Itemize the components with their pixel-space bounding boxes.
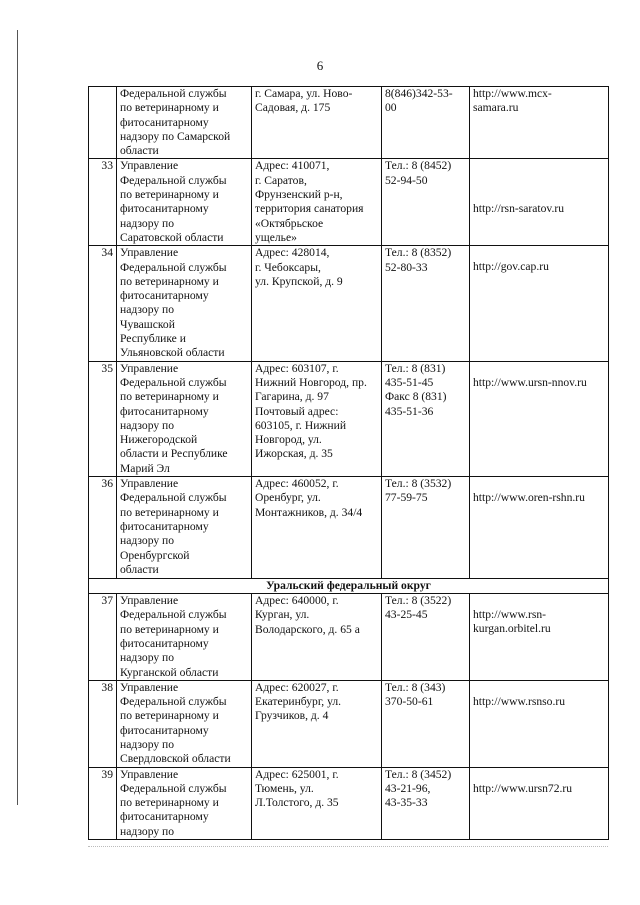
table-row: [89, 246, 609, 361]
agency-phone: Тел.: 8 (3532) 77-59-75: [382, 477, 470, 579]
agency-name: Управление Федеральной службы по ветеринарному и фитосанитарному надзору по Оренбургской области: [117, 477, 252, 579]
page-number: 6: [316, 58, 324, 73]
table-row: [89, 594, 609, 681]
agency-address: Адрес: 428014, г. Чебоксары, ул. Крупской, д. 9: [252, 246, 382, 361]
agency-phone: Тел.: 8 (343) 370-50-61: [382, 680, 470, 767]
table-row: [89, 87, 609, 159]
binding-margin-line: [17, 30, 18, 805]
scan-noise-divider: [88, 846, 608, 849]
agency-website-link[interactable]: http://www.ursn-nnov.ru: [470, 361, 609, 476]
agency-phone: Тел.: 8 (831) 435-51-45 Факс 8 (831) 435-51-36: [382, 361, 470, 476]
agency-phone: Тел.: 8 (3522) 43-25-45: [382, 594, 470, 681]
agency-address: Адрес: 410071, г. Саратов, Фрунзенский р-н, территория санатория «Октябрьское ущелье»: [252, 159, 382, 246]
table-row: [89, 477, 609, 579]
row-number: 36: [89, 477, 117, 579]
table-row: [89, 361, 609, 476]
agency-phone: Тел.: 8 (8352) 52-80-33: [382, 246, 470, 361]
row-number: 34: [89, 246, 117, 361]
agency-website-link[interactable]: http://www.rsn- kurgan.orbitel.ru: [470, 594, 609, 681]
agency-website-link[interactable]: http://gov.cap.ru: [470, 246, 609, 361]
section-title-urals: Уральский федеральный округ: [89, 579, 609, 594]
agency-address: Адрес: 460052, г. Оренбург, ул. Монтажников, д. 34/4: [252, 477, 382, 579]
agency-address: г. Самара, ул. Ново- Садовая, д. 175: [252, 87, 382, 159]
row-number: 39: [89, 767, 117, 839]
agency-name: Управление Федеральной службы по ветеринарному и фитосанитарному надзору по Саратовской области: [117, 159, 252, 246]
agency-address: Адрес: 625001, г. Тюмень, ул. Л.Толстого, д. 35: [252, 767, 382, 839]
agencies-table: [88, 86, 609, 840]
agency-phone: Тел.: 8 (3452) 43-21-96, 43-35-33: [382, 767, 470, 839]
table-row: [89, 767, 609, 839]
agency-address: Адрес: 640000, г. Курган, ул. Володарского, д. 65 а: [252, 594, 382, 681]
agency-website-link[interactable]: http://www.oren-rshn.ru: [470, 477, 609, 579]
agency-phone: 8(846)342-53- 00: [382, 87, 470, 159]
agency-website-link[interactable]: http://rsn-saratov.ru: [470, 159, 609, 246]
agency-address: Адрес: 620027, г. Екатеринбург, ул. Грузчиков, д. 4: [252, 680, 382, 767]
agency-website-link[interactable]: http://www.rsnso.ru: [470, 680, 609, 767]
table-row: [89, 680, 609, 767]
agency-phone: Тел.: 8 (8452) 52-94-50: [382, 159, 470, 246]
agency-address: Адрес: 603107, г. Нижний Новгород, пр. Гагарина, д. 97 Почтовый адрес: 603105, г. Нижний Новгород, ул. Ижорская, д. 35: [252, 361, 382, 476]
agency-name: Управление Федеральной службы по ветеринарному и фитосанитарному надзору по: [117, 767, 252, 839]
row-number: [89, 87, 117, 159]
agency-name: Управление Федеральной службы по ветеринарному и фитосанитарному надзору по Нижегородской области и Республике Марий Эл: [117, 361, 252, 476]
row-number: 37: [89, 594, 117, 681]
agency-website-link[interactable]: http://www.mcx- samara.ru: [470, 87, 609, 159]
agency-name: Управление Федеральной службы по ветеринарному и фитосанитарному надзору по Чувашской Республике и Ульяновской области: [117, 246, 252, 361]
agency-name: Управление Федеральной службы по ветеринарному и фитосанитарному надзору по Курганской области: [117, 594, 252, 681]
agency-name: Управление Федеральной службы по ветеринарному и фитосанитарному надзору по Свердловской области: [117, 680, 252, 767]
agency-name: Федеральной службы по ветеринарному и фитосанитарному надзору по Самарской области: [117, 87, 252, 159]
row-number: 35: [89, 361, 117, 476]
section-row: [89, 579, 609, 594]
agency-website-link[interactable]: http://www.ursn72.ru: [470, 767, 609, 839]
row-number: 33: [89, 159, 117, 246]
row-number: 38: [89, 680, 117, 767]
table-row: [89, 159, 609, 246]
